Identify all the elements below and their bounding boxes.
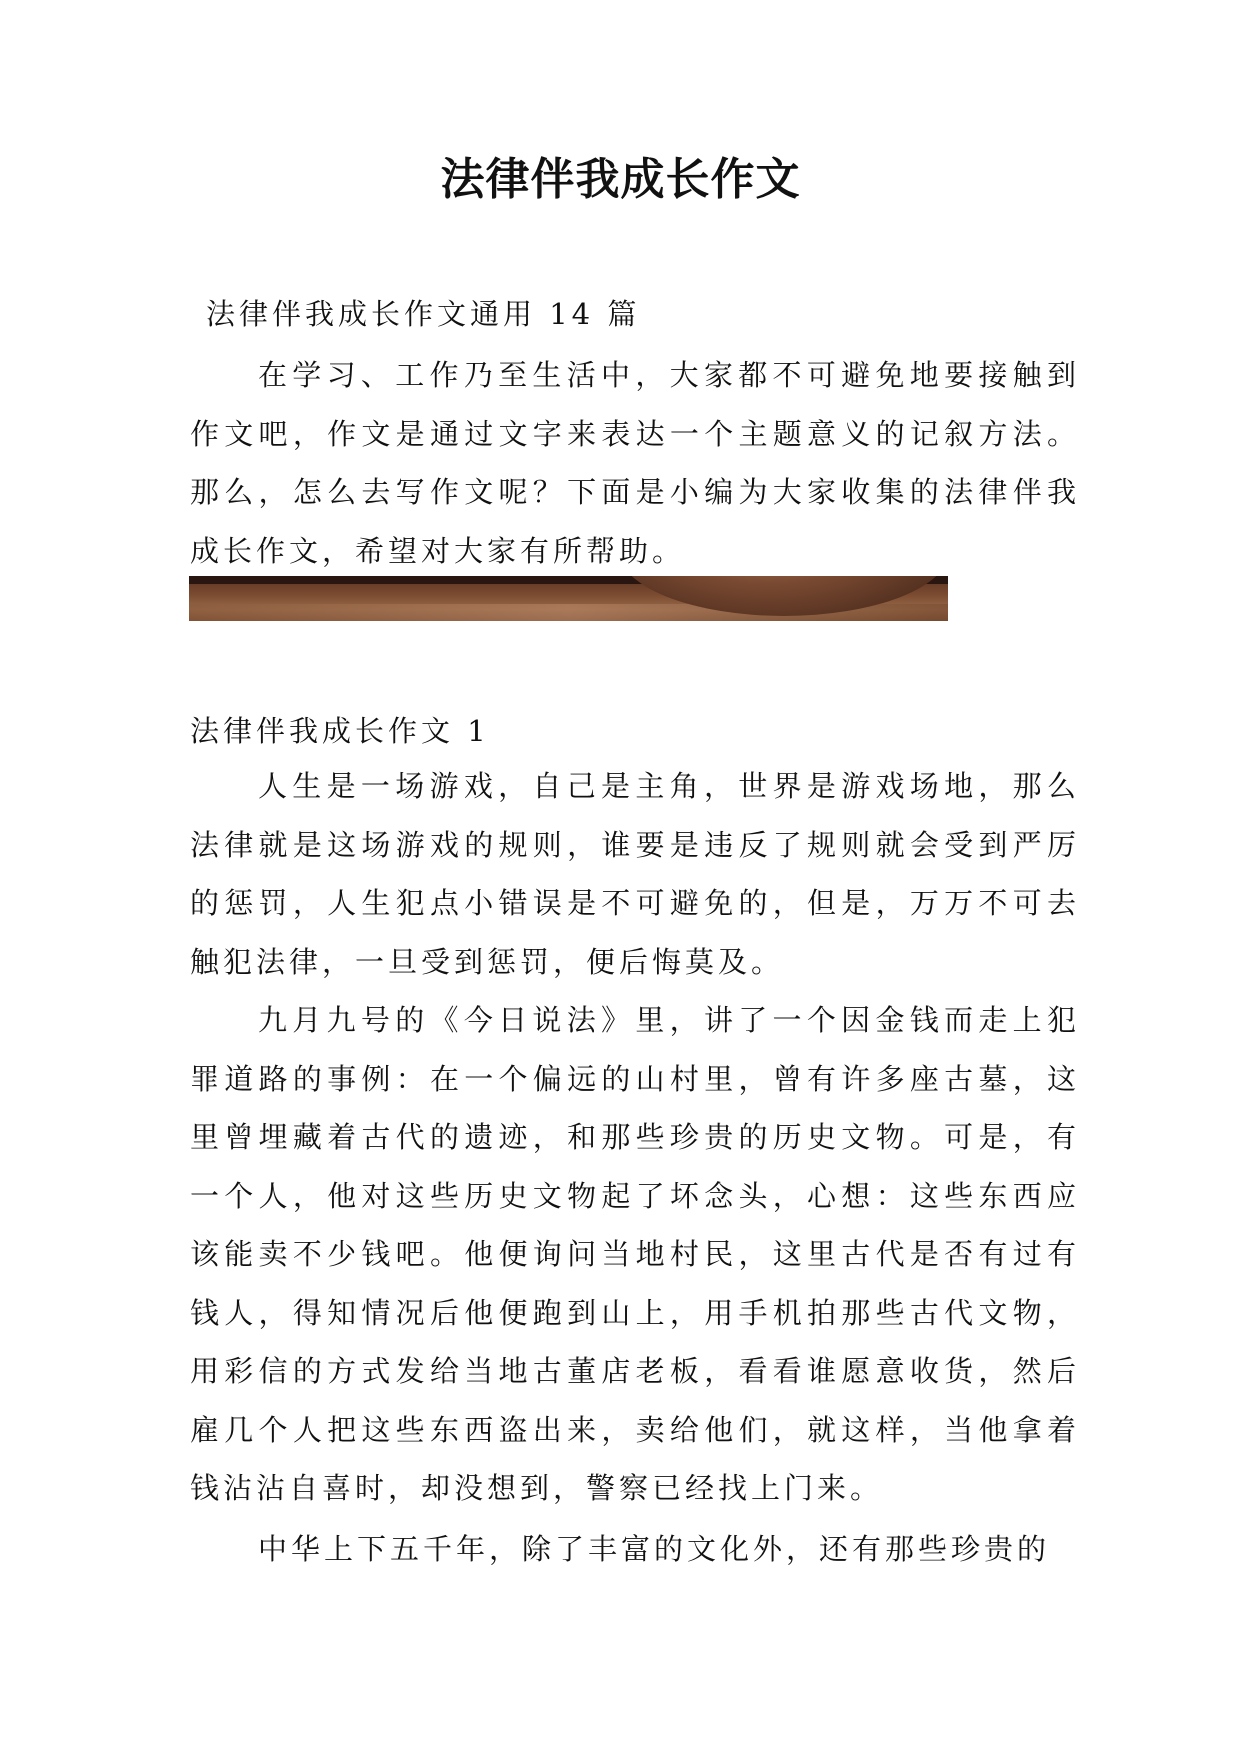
document-subtitle: 法律伴我成长作文通用 14 篇 (206, 297, 641, 331)
body-paragraph: 中华上下五千年，除了丰富的文化外，还有那些珍贵的 (258, 1532, 1051, 1566)
decorative-photo (189, 576, 948, 621)
document-title: 法律伴我成长作文 (440, 154, 801, 205)
body-paragraph: 人生是一场游戏，自己是主角，世界是游戏场地，那么法律就是这场游戏的规则，谁要是违反了规则就会受到严厉的惩罚，人生犯点小错误是不可避免的，但是，万万不可去触犯法律，一旦受到惩罚，便后悔莫及。 (190, 769, 1080, 979)
section-heading: 法律伴我成长作文 1 (190, 714, 490, 748)
intro-paragraph: 在学习、工作乃至生活中，大家都不可避免地要接触到作文吧，作文是通过文字来表达一个主题意义的记叙方法。那么，怎么去写作文呢？下面是小编为大家收集的法律伴我成长作文，希望对大家有所帮助。 (190, 358, 1080, 568)
body-paragraph: 九月九号的《今日说法》里，讲了一个因金钱而走上犯罪道路的事例：在一个偏远的山村里，曾有许多座古墓，这里曾埋藏着古代的遗迹，和那些珍贵的历史文物。可是，有一个人，他对这些历史文物起了坏念头，心想：这些东西应该能卖不少钱吧。他便询问当地村民，这里古代是否有过有钱人，得知情况后他便跑到山上，用手机拍那些古代文物，用彩信的方式发给当地古董店老板，看看谁愿意收货，然后雇几个人把这些东西盗出来，卖给他们，就这样，当他拿着钱沾沾自喜时，却没想到，警察已经找上门来。 (190, 1003, 1080, 1505)
